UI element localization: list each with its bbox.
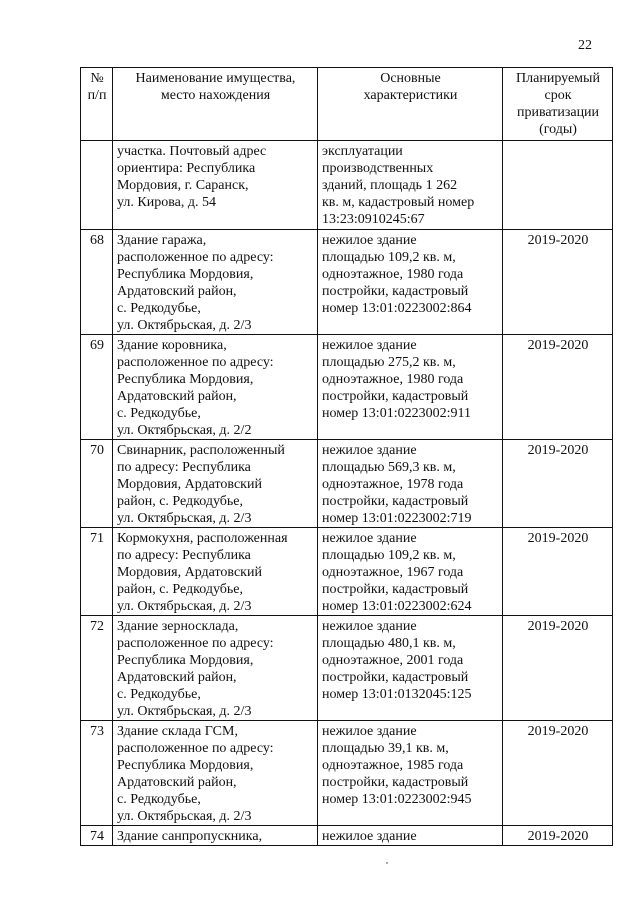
scan-speck bbox=[386, 862, 388, 864]
table-header-row bbox=[81, 68, 613, 141]
privatization-table bbox=[80, 67, 613, 846]
row-characteristics: нежилое здание площадью 569,3 кв. м, одноэтажное, 1978 года постройки, кадастровый номер 13:01:0223002:719 bbox=[318, 440, 503, 528]
row-term: 2019-2020 bbox=[503, 440, 613, 528]
row-term: 2019-2020 bbox=[503, 826, 613, 846]
row-num: 71 bbox=[81, 528, 113, 616]
header-num: № п/п bbox=[81, 68, 113, 141]
table-row bbox=[81, 141, 613, 230]
row-num: 72 bbox=[81, 616, 113, 721]
row-term: 2019-2020 bbox=[503, 528, 613, 616]
row-num: 74 bbox=[81, 826, 113, 846]
row-characteristics: нежилое здание площадью 109,2 кв. м, одноэтажное, 1980 года постройки, кадастровый номер 13:01:0223002:864 bbox=[318, 230, 503, 335]
row-name: Кормокухня, расположенная по адресу: Республика Мордовия, Ардатовский район, с. Редкодубье, ул. Октябрьская, д. 2/3 bbox=[113, 528, 318, 616]
table-row bbox=[81, 616, 613, 721]
header-term: Планируемый срок приватизации (годы) bbox=[503, 68, 613, 141]
row-name: Здание склада ГСМ, расположенное по адресу: Республика Мордовия, Ардатовский район, с. Редкодубье, ул. Октябрьская, д. 2/3 bbox=[113, 721, 318, 826]
row-characteristics: нежилое здание bbox=[318, 826, 503, 846]
row-name: Свинарник, расположенный по адресу: Республика Мордовия, Ардатовский район, с. Редкодубье, ул. Октябрьская, д. 2/3 bbox=[113, 440, 318, 528]
row-name: участка. Почтовый адрес ориентира: Республика Мордовия, г. Саранск, ул. Кирова, д. 54 bbox=[113, 141, 318, 230]
row-term bbox=[503, 141, 613, 230]
row-characteristics: нежилое здание площадью 109,2 кв. м, одноэтажное, 1967 года постройки, кадастровый номер 13:01:0223002:624 bbox=[318, 528, 503, 616]
table-row bbox=[81, 440, 613, 528]
table-row bbox=[81, 230, 613, 335]
table-row bbox=[81, 826, 613, 846]
header-characteristics: Основные характеристики bbox=[318, 68, 503, 141]
table-row bbox=[81, 721, 613, 826]
row-name: Здание гаража, расположенное по адресу: Республика Мордовия, Ардатовский район, с. Редкодубье, ул. Октябрьская, д. 2/3 bbox=[113, 230, 318, 335]
row-characteristics: эксплуатации производственных зданий, площадь 1 262 кв. м, кадастровый номер 13:23:0910245:67 bbox=[318, 141, 503, 230]
row-name: Здание зерносклада, расположенное по адресу: Республика Мордовия, Ардатовский район, с. Редкодубье, ул. Октябрьская, д. 2/3 bbox=[113, 616, 318, 721]
row-num bbox=[81, 141, 113, 230]
row-term: 2019-2020 bbox=[503, 721, 613, 826]
table-row bbox=[81, 335, 613, 440]
row-num: 69 bbox=[81, 335, 113, 440]
page-number: 22 bbox=[578, 38, 592, 53]
table-row bbox=[81, 528, 613, 616]
row-characteristics: нежилое здание площадью 480,1 кв. м, одноэтажное, 2001 года постройки, кадастровый номер 13:01:0132045:125 bbox=[318, 616, 503, 721]
row-term: 2019-2020 bbox=[503, 230, 613, 335]
row-term: 2019-2020 bbox=[503, 616, 613, 721]
row-characteristics: нежилое здание площадью 39,1 кв. м, одноэтажное, 1985 года постройки, кадастровый номер 13:01:0223002:945 bbox=[318, 721, 503, 826]
row-num: 73 bbox=[81, 721, 113, 826]
row-num: 68 bbox=[81, 230, 113, 335]
header-name: Наименование имущества, место нахождения bbox=[113, 68, 318, 141]
row-characteristics: нежилое здание площадью 275,2 кв. м, одноэтажное, 1980 года постройки, кадастровый номер 13:01:0223002:911 bbox=[318, 335, 503, 440]
row-name: Здание санпропускника, bbox=[113, 826, 318, 846]
row-name: Здание коровника, расположенное по адресу: Республика Мордовия, Ардатовский район, с. Редкодубье, ул. Октябрьская, д. 2/2 bbox=[113, 335, 318, 440]
row-term: 2019-2020 bbox=[503, 335, 613, 440]
row-num: 70 bbox=[81, 440, 113, 528]
